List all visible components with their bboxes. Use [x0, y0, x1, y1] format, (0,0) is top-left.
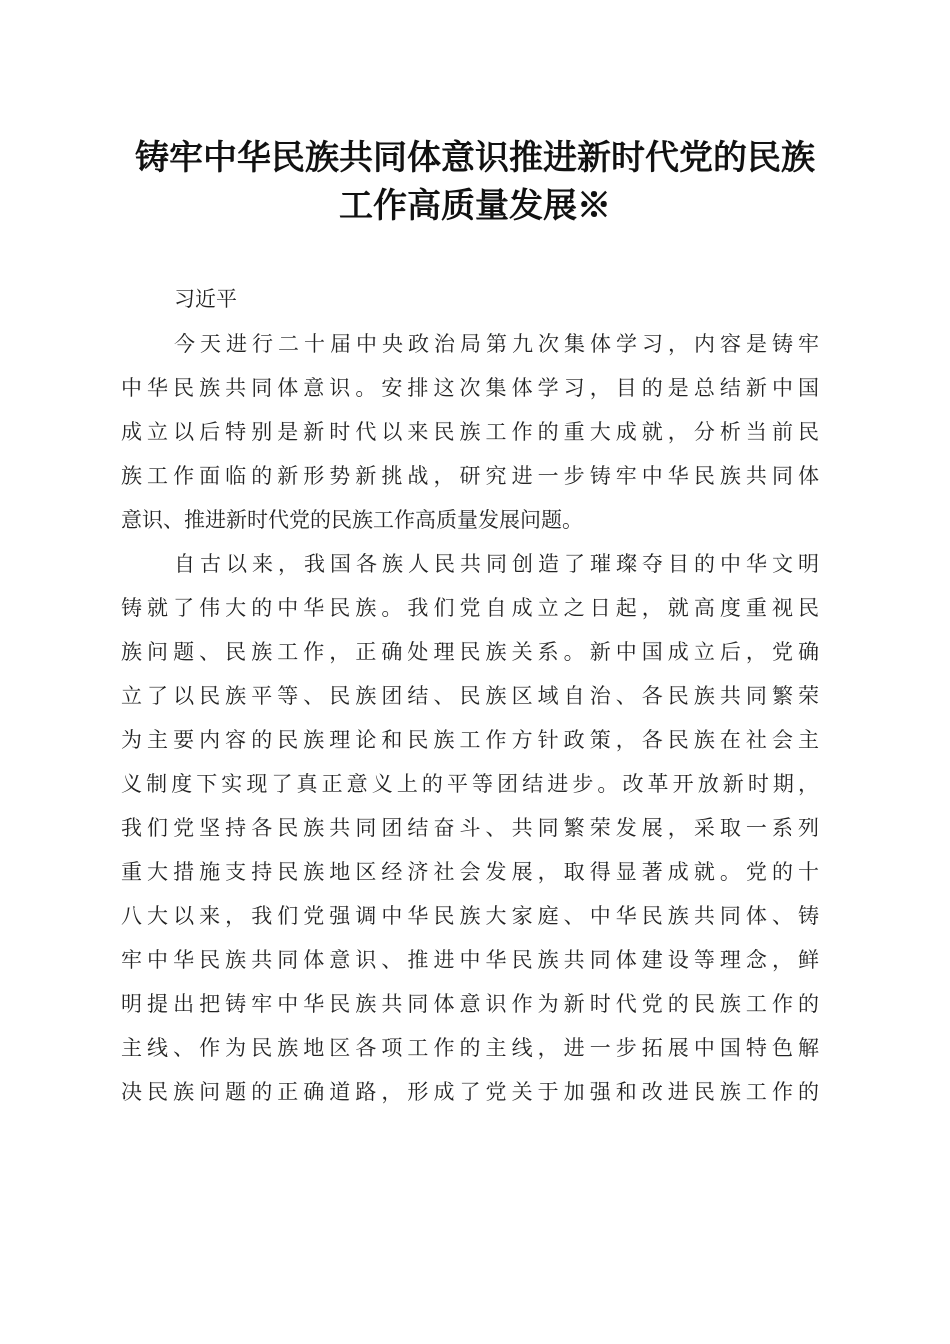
- text-line: 重大措施支持民族地区经济社会发展，取得显著成就。党的十: [121, 860, 819, 884]
- text-line: 决民族问题的正确道路，形成了党关于加强和改进民族工作的: [121, 1080, 819, 1104]
- text-line: 我们党坚持各民族共同团结奋斗、共同繁荣发展，采取一系列: [121, 816, 819, 840]
- text-line: 今天进行二十届中央政治局第九次集体学习，内容是铸牢: [174, 332, 819, 356]
- text-line: 立了以民族平等、民族团结、民族区域自治、各民族共同繁荣: [121, 684, 819, 708]
- title-line: 工作高质量发展※: [339, 186, 611, 226]
- text-line: 主线、作为民族地区各项工作的主线，进一步拓展中国特色解: [121, 1036, 819, 1060]
- document-body: [121, 322, 841, 1114]
- text-line: 铸就了伟大的中华民族。我们党自成立之日起，就高度重视民: [121, 596, 819, 620]
- text-line: 义制度下实现了真正意义上的平等团结进步。改革开放新时期，: [121, 772, 819, 796]
- title-line: 铸牢中华民族共同体意识推进新时代党的民族: [135, 138, 815, 178]
- paragraph-2: [121, 542, 841, 1114]
- text-line: 明提出把铸牢中华民族共同体意识作为新时代党的民族工作的: [121, 992, 819, 1016]
- paragraph-1: [121, 322, 841, 542]
- text-line: 牢中华民族共同体意识、推进中华民族共同体建设等理念，鲜: [121, 948, 819, 972]
- text-line: 中华民族共同体意识。安排这次集体学习，目的是总结新中国: [121, 376, 819, 400]
- text-line: 族工作面临的新形势新挑战，研究进一步铸牢中华民族共同体: [121, 464, 819, 488]
- text-line: 为主要内容的民族理论和民族工作方针政策，各民族在社会主: [121, 728, 819, 752]
- text-line: 族问题、民族工作，正确处理民族关系。新中国成立后，党确: [121, 640, 819, 664]
- text-line: 意识、推进新时代党的民族工作高质量发展问题。: [121, 508, 583, 532]
- text-line: 八大以来，我们党强调中华民族大家庭、中华民族共同体、铸: [121, 904, 819, 928]
- text-line: 成立以后特别是新时代以来民族工作的重大成就，分析当前民: [121, 420, 819, 444]
- document-title: [100, 134, 850, 230]
- author-name: 习近平: [174, 287, 237, 311]
- text-line: 自古以来，我国各族人民共同创造了璀璨夺目的中华文明: [174, 552, 819, 576]
